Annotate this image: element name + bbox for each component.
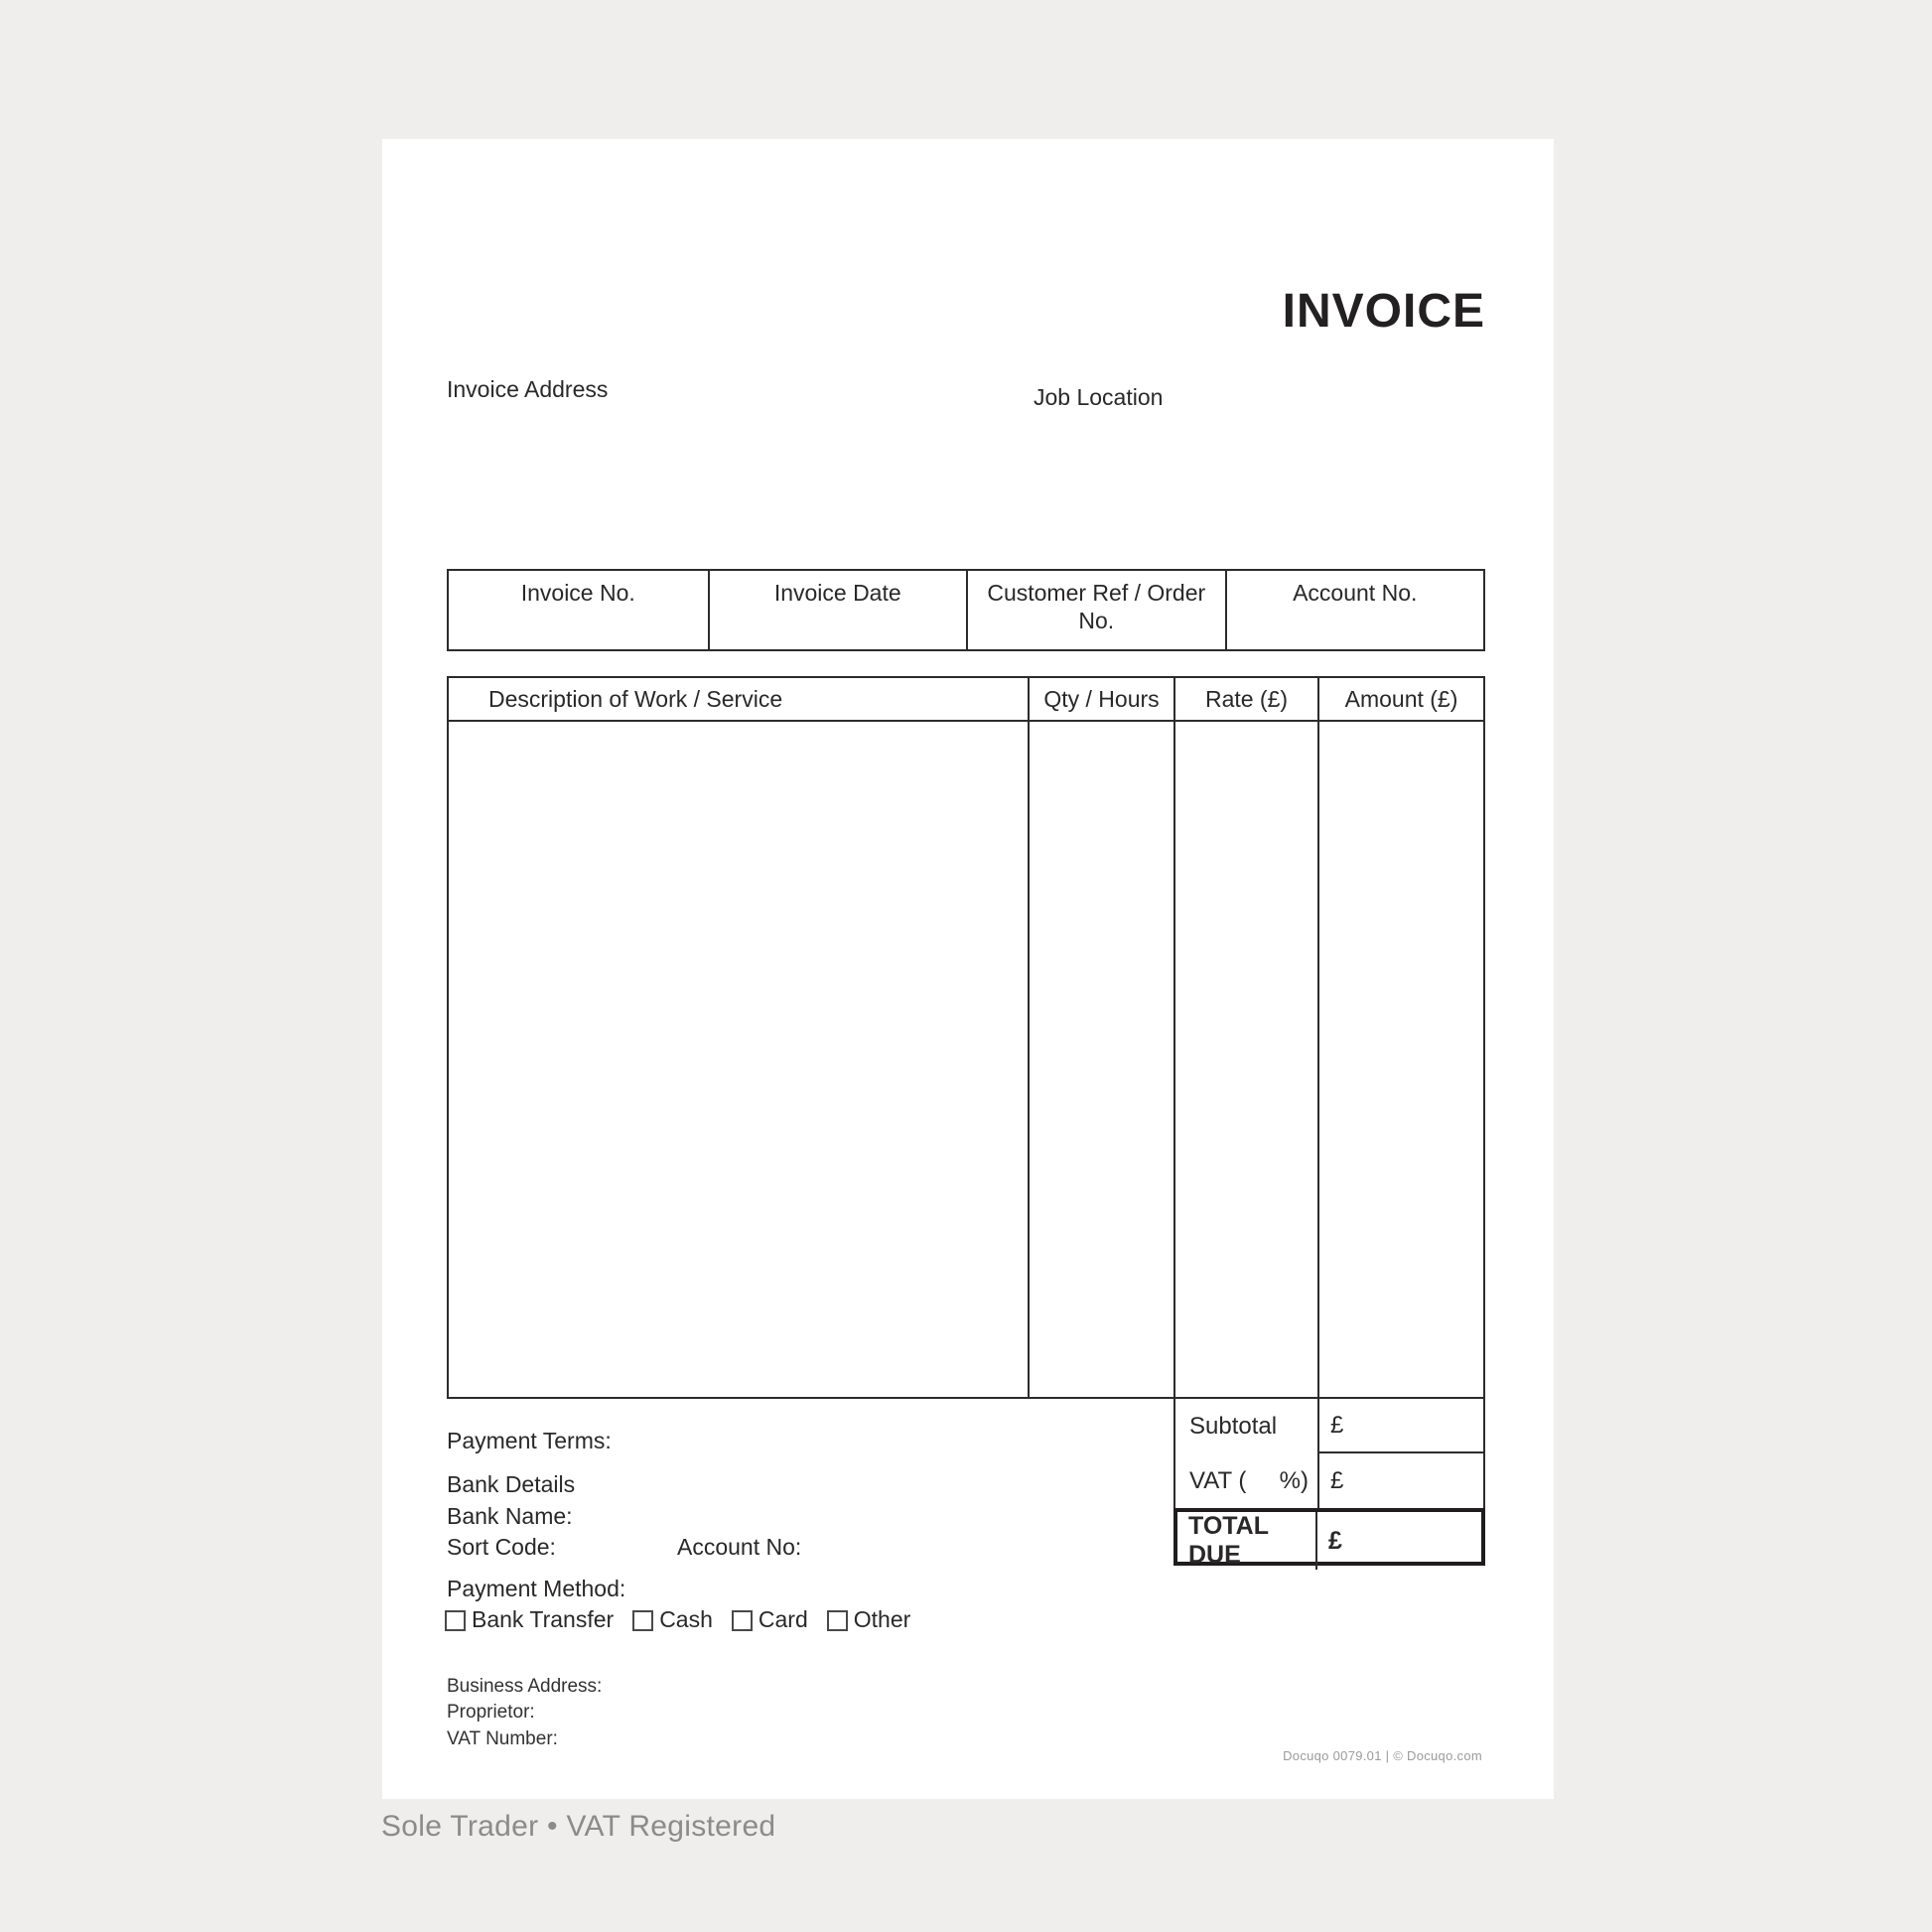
method-other — [827, 1606, 911, 1633]
proprietor-label: Proprietor: — [447, 1702, 535, 1723]
sort-code-row — [447, 1533, 1042, 1561]
invoice-no-header: Invoice No. — [520, 580, 635, 606]
totals-upper-rows — [1173, 1399, 1485, 1508]
other-label: Other — [853, 1606, 911, 1632]
cash-label: Cash — [659, 1606, 713, 1632]
bank-name-label: Bank Name: — [447, 1503, 573, 1529]
vat-label-open: VAT ( — [1189, 1466, 1247, 1494]
sort-code-label: Sort Code: — [447, 1534, 556, 1560]
vat-currency: £ — [1330, 1466, 1344, 1494]
subtotal-label: Subtotal — [1189, 1412, 1278, 1440]
card-label: Card — [758, 1606, 808, 1632]
vat-number-label: VAT Number: — [447, 1728, 558, 1749]
bank-transfer-checkbox[interactable] — [445, 1610, 466, 1631]
account-no-header: Account No. — [1293, 580, 1418, 606]
rate-column-body[interactable] — [1173, 722, 1317, 1397]
card-checkbox[interactable] — [732, 1610, 753, 1631]
description-column-header: Description of Work / Service — [449, 678, 1028, 722]
job-location-label: Job Location — [1034, 384, 1164, 410]
amount-column-header: Amount (£) — [1317, 678, 1483, 722]
page-caption: Sole Trader • VAT Registered — [381, 1810, 776, 1843]
total-due-row — [1173, 1508, 1485, 1569]
job-location-box[interactable] — [1019, 375, 1485, 548]
account-no-cell[interactable] — [1225, 571, 1484, 649]
bank-details-label: Bank Details — [447, 1471, 576, 1497]
invoice-page — [382, 139, 1554, 1799]
cash-checkbox[interactable] — [632, 1610, 653, 1631]
total-due-amount-cell[interactable] — [1315, 1512, 1481, 1570]
rate-column-header: Rate (£) — [1173, 678, 1317, 722]
payment-terms-label: Payment Terms: — [447, 1428, 612, 1453]
vat-amount-cell[interactable] — [1317, 1453, 1483, 1508]
account-no-label: Account No: — [677, 1534, 802, 1560]
qty-hours-column-header: Qty / Hours — [1028, 678, 1173, 722]
invoice-date-cell[interactable] — [708, 571, 967, 649]
payment-method-label: Payment Method: — [447, 1576, 626, 1601]
business-address-label: Business Address: — [447, 1676, 603, 1697]
invoice-date-header: Invoice Date — [773, 580, 901, 606]
invoice-info-table — [447, 569, 1485, 651]
total-due-label: TOTAL DUE — [1188, 1512, 1269, 1569]
other-checkbox[interactable] — [827, 1610, 848, 1631]
document-footer: Docuqo 0079.01 | © Docuqo.com — [1283, 1748, 1482, 1763]
qty-hours-column-body[interactable] — [1028, 722, 1173, 1397]
page-title: INVOICE — [1282, 285, 1485, 338]
customer-ref-cell[interactable] — [966, 571, 1225, 649]
bank-transfer-label: Bank Transfer — [472, 1606, 615, 1632]
line-items-table — [447, 676, 1485, 1399]
totals-section — [1173, 1399, 1485, 1569]
amount-column-body[interactable] — [1317, 722, 1483, 1397]
customer-ref-header: Customer Ref / Order No. — [987, 580, 1206, 633]
method-cash — [632, 1606, 713, 1633]
vat-label — [1175, 1453, 1317, 1508]
invoice-address-label: Invoice Address — [447, 376, 609, 402]
description-column-body[interactable] — [449, 722, 1028, 1397]
payment-method-options — [445, 1606, 910, 1633]
method-bank-transfer — [445, 1606, 614, 1633]
method-card — [732, 1606, 808, 1633]
invoice-no-cell[interactable] — [449, 571, 708, 649]
vat-label-close: %) — [1279, 1466, 1309, 1494]
total-due-currency: £ — [1328, 1526, 1342, 1555]
subtotal-currency: £ — [1330, 1411, 1344, 1439]
subtotal-amount-cell[interactable] — [1317, 1399, 1483, 1453]
